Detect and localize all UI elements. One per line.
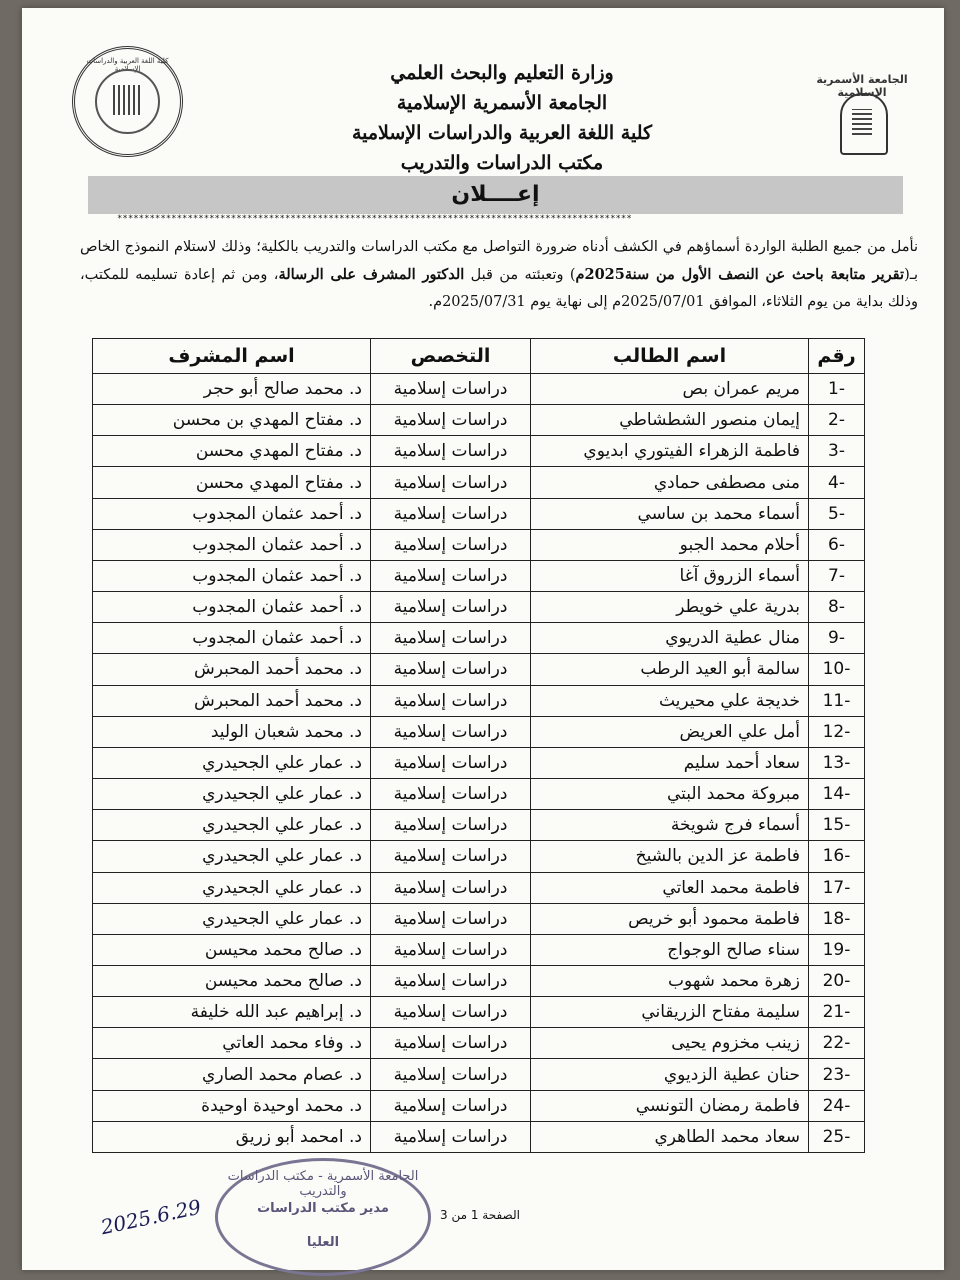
supervisor-name: د. عمار علي الجحيدري <box>93 810 371 841</box>
supervisor-name: د. وفاء محمد العاتي <box>93 1028 371 1059</box>
table-row <box>93 934 865 965</box>
specialization: دراسات إسلامية <box>371 654 531 685</box>
office-stamp <box>215 1158 431 1276</box>
row-number: -19 <box>809 934 865 965</box>
header-specialization: التخصص <box>371 339 531 374</box>
student-name: أسماء فرج شويخة <box>531 810 809 841</box>
table-row <box>93 467 865 498</box>
supervisor-name: د. امحمد أبو زريق <box>93 1121 371 1152</box>
supervisor-name: د. أحمد عثمان المجدوب <box>93 498 371 529</box>
student-name: أمل علي العريض <box>531 716 809 747</box>
notice-paragraph <box>80 234 918 316</box>
student-name: سناء صالح الوجواج <box>531 934 809 965</box>
specialization: دراسات إسلامية <box>371 592 531 623</box>
supervisor-name: د. عصام محمد الصاري <box>93 1059 371 1090</box>
specialization: دراسات إسلامية <box>371 810 531 841</box>
table-row <box>93 623 865 654</box>
table-row <box>93 1059 865 1090</box>
specialization: دراسات إسلامية <box>371 560 531 591</box>
row-number: -1 <box>809 374 865 405</box>
student-name: منال عطية الدريوي <box>531 623 809 654</box>
stamp-text-title: مدير مكتب الدراسات <box>257 1201 389 1216</box>
table-header-row <box>93 339 865 374</box>
university-name: الجامعة الأسمرية الإسلامية <box>396 92 608 114</box>
supervisor-name: د. أحمد عثمان المجدوب <box>93 529 371 560</box>
signature-date: 2025.6.29 <box>98 1194 204 1240</box>
notice-text-3: ، ومن ثم إعادة تسليمه للمكتب، وذلك بداية من يوم الثلاثاء، الموافق 2025/07/01م إلى نهاية يوم 2025/07/31م. <box>80 267 918 310</box>
table-row <box>93 872 865 903</box>
specialization: دراسات إسلامية <box>371 934 531 965</box>
college-logo <box>72 46 183 157</box>
supervisor-name: د. محمد صالح أبو حجر <box>93 374 371 405</box>
table-body <box>93 374 865 1153</box>
supervisor-name: د. أحمد عثمان المجدوب <box>93 623 371 654</box>
row-number: -9 <box>809 623 865 654</box>
specialization: دراسات إسلامية <box>371 405 531 436</box>
student-name: سالمة أبو العيد الرطب <box>531 654 809 685</box>
announcement-banner: إعــــلان <box>88 176 903 214</box>
row-number: -2 <box>809 405 865 436</box>
ministry-name: وزارة التعليم والبحث العلمي <box>390 62 614 84</box>
university-logo <box>802 63 922 163</box>
notice-form-title: تقرير متابعة باحث عن النصف الأول من سنة2025م <box>575 266 905 283</box>
specialization: دراسات إسلامية <box>371 374 531 405</box>
row-number: -3 <box>809 436 865 467</box>
table-row <box>93 903 865 934</box>
student-name: زينب مخزوم يحيى <box>531 1028 809 1059</box>
row-number: -21 <box>809 997 865 1028</box>
table-row <box>93 529 865 560</box>
header-supervisor: اسم المشرف <box>93 339 371 374</box>
page-number: الصفحة 1 من 3 <box>440 1208 520 1222</box>
table-row <box>93 747 865 778</box>
specialization: دراسات إسلامية <box>371 467 531 498</box>
table-row <box>93 685 865 716</box>
specialization: دراسات إسلامية <box>371 841 531 872</box>
specialization: دراسات إسلامية <box>371 529 531 560</box>
student-name: منى مصطفى حمادي <box>531 467 809 498</box>
student-name: سعاد محمد الطاهري <box>531 1121 809 1152</box>
table-row <box>93 1090 865 1121</box>
row-number: -25 <box>809 1121 865 1152</box>
supervisor-name: د. مفتاح المهدي بن محسن <box>93 405 371 436</box>
student-name: مريم عمران بص <box>531 374 809 405</box>
table-row <box>93 1028 865 1059</box>
row-number: -17 <box>809 872 865 903</box>
supervisor-name: د. عمار علي الجحيدري <box>93 841 371 872</box>
supervisor-name: د. عمار علي الجحيدري <box>93 747 371 778</box>
student-name: مبروكة محمد البتي <box>531 779 809 810</box>
building-icon <box>113 85 141 115</box>
specialization: دراسات إسلامية <box>371 779 531 810</box>
stamp-text-sub: العليا <box>306 1235 340 1250</box>
specialization: دراسات إسلامية <box>371 436 531 467</box>
university-logo-text: الجامعة الأسمرية الإسلامية <box>816 73 908 99</box>
row-number: -14 <box>809 779 865 810</box>
letterhead <box>282 58 722 178</box>
supervisor-name: د. عمار علي الجحيدري <box>93 903 371 934</box>
row-number: -11 <box>809 685 865 716</box>
mosque-emblem-icon <box>840 93 888 155</box>
student-name: فاطمة رمضان التونسي <box>531 1090 809 1121</box>
college-logo-text: كلية اللغة العربية والدراسات الإسلامية <box>86 57 169 73</box>
specialization: دراسات إسلامية <box>371 1121 531 1152</box>
supervisor-name: د. أحمد عثمان المجدوب <box>93 592 371 623</box>
supervisor-name: د. محمد اوحيدة اوحيدة <box>93 1090 371 1121</box>
table-row <box>93 560 865 591</box>
table-row <box>93 498 865 529</box>
row-number: -7 <box>809 560 865 591</box>
supervisor-name: د. صالح محمد محيسن <box>93 934 371 965</box>
specialization: دراسات إسلامية <box>371 872 531 903</box>
student-name: أسماء الزروق آغا <box>531 560 809 591</box>
row-number: -23 <box>809 1059 865 1090</box>
row-number: -5 <box>809 498 865 529</box>
specialization: دراسات إسلامية <box>371 997 531 1028</box>
specialization: دراسات إسلامية <box>371 1090 531 1121</box>
student-name: إيمان منصور الشطشاطي <box>531 405 809 436</box>
row-number: -24 <box>809 1090 865 1121</box>
supervisor-name: د. مفتاح المهدي محسن <box>93 436 371 467</box>
table-row <box>93 1121 865 1152</box>
table-row <box>93 965 865 996</box>
table-row <box>93 654 865 685</box>
row-number: -8 <box>809 592 865 623</box>
student-name: أسماء محمد بن ساسي <box>531 498 809 529</box>
table-row <box>93 810 865 841</box>
table-row <box>93 436 865 467</box>
specialization: دراسات إسلامية <box>371 965 531 996</box>
row-number: -22 <box>809 1028 865 1059</box>
row-number: -10 <box>809 654 865 685</box>
supervisor-name: د. مفتاح المهدي محسن <box>93 467 371 498</box>
specialization: دراسات إسلامية <box>371 623 531 654</box>
supervisor-name: د. محمد أحمد المحبرش <box>93 685 371 716</box>
student-name: خديجة علي محيريث <box>531 685 809 716</box>
specialization: دراسات إسلامية <box>371 1028 531 1059</box>
row-number: -20 <box>809 965 865 996</box>
specialization: دراسات إسلامية <box>371 685 531 716</box>
table-row <box>93 997 865 1028</box>
student-name: فاطمة الزهراء الفيتوري ابديوي <box>531 436 809 467</box>
header-student-name: اسم الطالب <box>531 339 809 374</box>
separator-line: *********************************************************************************************** <box>117 214 632 224</box>
table-row <box>93 592 865 623</box>
table-row <box>93 716 865 747</box>
student-name: فاطمة محمود أبو خريص <box>531 903 809 934</box>
table-row <box>93 779 865 810</box>
notice-text-2: ) وتعبئته من قبل <box>464 267 576 283</box>
row-number: -18 <box>809 903 865 934</box>
specialization: دراسات إسلامية <box>371 1059 531 1090</box>
supervisor-name: د. إبراهيم عبد الله خليفة <box>93 997 371 1028</box>
student-name: حنان عطية الزديوي <box>531 1059 809 1090</box>
row-number: -12 <box>809 716 865 747</box>
supervisor-name: د. صالح محمد محيسن <box>93 965 371 996</box>
specialization: دراسات إسلامية <box>371 498 531 529</box>
supervisor-name: د. محمد أحمد المحبرش <box>93 654 371 685</box>
notice-text-1: نأمل من جميع الطلبة الواردة أسماؤهم في الكشف أدناه ضرورة التواصل مع مكتب الدراسات والتدريب بالكلية؛ وذلك لاستلام النموذج الخاص بـ( <box>80 239 919 283</box>
header-number: رقم <box>809 339 865 374</box>
student-name: فاطمة محمد العاتي <box>531 872 809 903</box>
stamp-text-outer: الجامعة الأسمرية - مكتب الدراسات والتدريب <box>227 1169 419 1199</box>
supervisor-name: د. محمد شعبان الوليد <box>93 716 371 747</box>
student-name: سليمة مفتاح الزريقاني <box>531 997 809 1028</box>
row-number: -16 <box>809 841 865 872</box>
specialization: دراسات إسلامية <box>371 716 531 747</box>
student-name: أحلام محمد الجبو <box>531 529 809 560</box>
row-number: -4 <box>809 467 865 498</box>
student-name: زهرة محمد شهوب <box>531 965 809 996</box>
student-name: بدرية علي خويطر <box>531 592 809 623</box>
college-name: كلية اللغة العربية والدراسات الإسلامية <box>351 122 653 144</box>
notice-supervisor-phrase: الدكتور المشرف على الرسالة <box>278 266 465 283</box>
specialization: دراسات إسلامية <box>371 903 531 934</box>
student-name: فاطمة عز الدين بالشيخ <box>531 841 809 872</box>
student-name: سعاد أحمد سليم <box>531 747 809 778</box>
table-row <box>93 405 865 436</box>
row-number: -15 <box>809 810 865 841</box>
row-number: -13 <box>809 747 865 778</box>
row-number: -6 <box>809 529 865 560</box>
table-row <box>93 841 865 872</box>
table-row <box>93 374 865 405</box>
students-table <box>92 338 865 1153</box>
supervisor-name: د. أحمد عثمان المجدوب <box>93 560 371 591</box>
specialization: دراسات إسلامية <box>371 747 531 778</box>
office-name: مكتب الدراسات والتدريب <box>400 152 604 174</box>
supervisor-name: د. عمار علي الجحيدري <box>93 779 371 810</box>
supervisor-name: د. عمار علي الجحيدري <box>93 872 371 903</box>
